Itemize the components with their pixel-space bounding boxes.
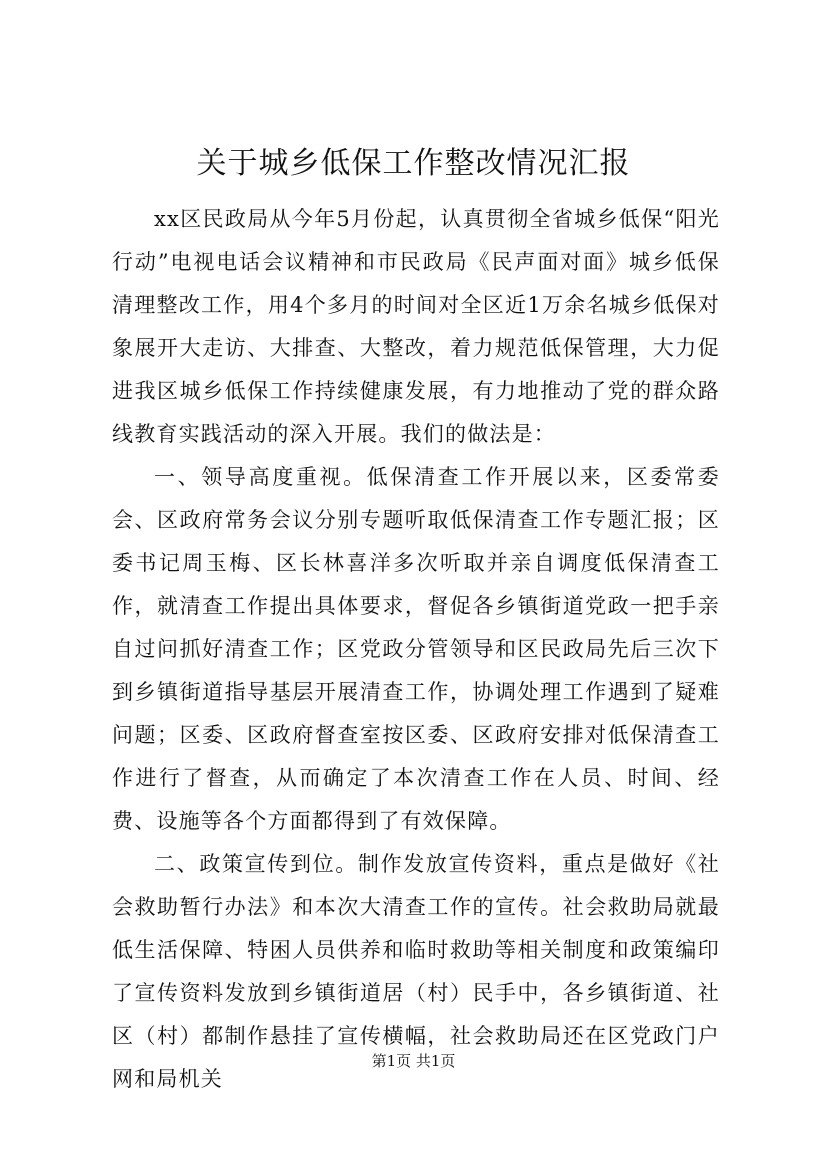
document-title: 关于城乡低保工作整改情况汇报	[196, 146, 631, 181]
paragraph-policy-publicity: 二、政策宣传到位。制作发放宣传资料，重点是做好《社会救助暂行办法》和本次大清查工作的宣传。社会救助局就最低生活保障、特困人员供养和临时救助等相关制度和政策编印了宣传资料发放到乡镇街道居（村）民手中，各乡镇街道、社区（村）都制作悬挂了宣传横幅，社会救助局还在区党政门户网和局机关	[112, 852, 720, 1091]
page-footer: 第1页 共1页	[371, 1052, 456, 1070]
document-body	[112, 198, 720, 1101]
paragraph-intro: xx区民政局从今年5月份起，认真贯彻全省城乡低保“阳光行动”电视电话会议精神和市民政局《民声面对面》城乡低保清理整改工作，用4个多月的时间对全区近1万余名城乡低保对象展开大走访、大排查、大整改，着力规范低保管理，大力促进我区城乡低保工作持续健康发展，有力地推动了党的群众路线教育实践活动的深入开展。我们的做法是：	[112, 207, 720, 446]
paragraph-leadership: 一、领导高度重视。低保清查工作开展以来，区委常委会、区政府常务会议分别专题听取低保清查工作专题汇报；区委书记周玉梅、区长林喜洋多次听取并亲自调度低保清查工作，就清查工作提出具体要求，督促各乡镇街道党政一把手亲自过问抓好清查工作；区党政分管领导和区民政局先后三次下到乡镇街道指导基层开展清查工作，协调处理工作遇到了疑难问题；区委、区政府督查室按区委、区政府安排对低保清查工作进行了督查，从而确定了本次清查工作在人员、时间、经费、设施等各个方面都得到了有效保障。	[112, 465, 720, 833]
